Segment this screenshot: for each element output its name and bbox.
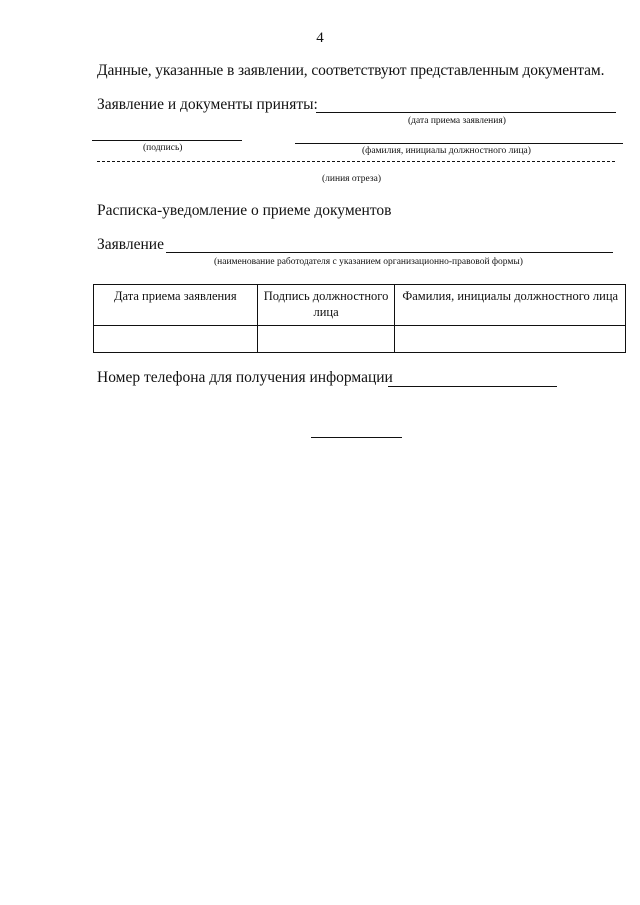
table-header-row	[94, 285, 626, 326]
signature-caption: (подпись)	[143, 143, 183, 153]
statement-line: Данные, указанные в заявлении, соответствуют представленным документам.	[97, 62, 605, 79]
signature-field[interactable]	[92, 140, 242, 141]
cut-line	[97, 161, 615, 162]
table-cell-date[interactable]	[94, 326, 258, 353]
application-label: Заявление	[97, 236, 164, 253]
official-name-field[interactable]	[295, 143, 623, 144]
end-divider	[311, 437, 402, 438]
accepted-label: Заявление и документы приняты:	[97, 96, 318, 113]
cut-line-caption: (линия отреза)	[322, 174, 382, 184]
table-cell-official-name[interactable]	[395, 326, 626, 353]
page-number: 4	[316, 30, 324, 46]
table-cell-signature[interactable]	[257, 326, 395, 353]
table-row	[94, 326, 626, 353]
receipt-title: Расписка-уведомление о приеме документов	[97, 202, 392, 219]
phone-label: Номер телефона для получения информации	[97, 369, 393, 386]
phone-field[interactable]	[388, 386, 557, 387]
accepted-date-field[interactable]	[316, 112, 616, 113]
table-header-official-name: Фамилия, инициалы должностного лица	[395, 285, 626, 326]
receipt-table	[93, 284, 626, 353]
employer-caption: (наименование работодателя с указанием организационно-правовой формы)	[214, 257, 523, 267]
official-name-caption: (фамилия, инициалы должностного лица)	[362, 146, 531, 156]
table-header-date: Дата приема заявления	[94, 285, 258, 326]
table-header-signature: Подпись должностного лица	[257, 285, 395, 326]
accepted-date-caption: (дата приема заявления)	[408, 116, 506, 126]
employer-name-field[interactable]	[166, 252, 613, 253]
